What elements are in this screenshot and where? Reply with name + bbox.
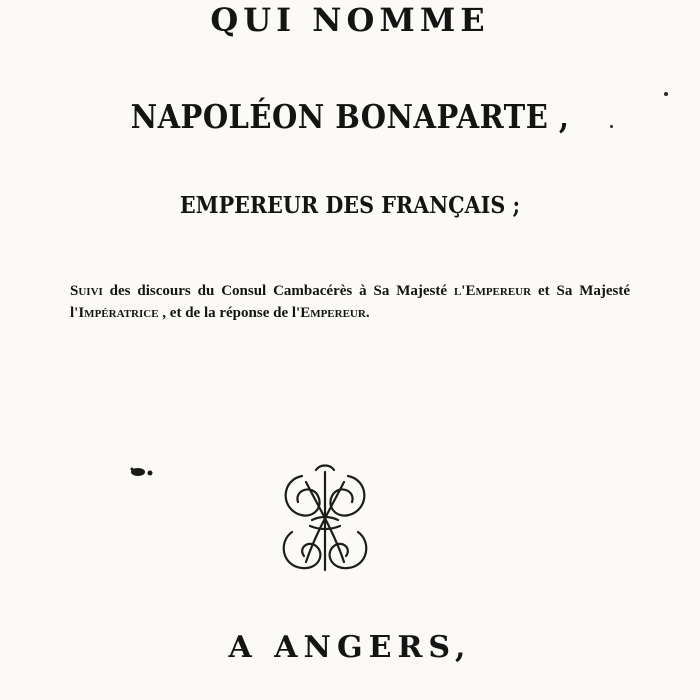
subtitle-part1: des discours du Consul Cambacérès à Sa Majesté [102,283,448,299]
subtitle-paragraph [70,280,630,324]
heading-qui-nomme: QUI NOMME [210,1,490,39]
paper-speck [610,125,613,128]
subtitle-empereur-1: l'Empereur [453,283,532,299]
heading-napoleon-bonaparte: NAPOLÉON BONAPARTE , [130,97,570,136]
ink-speck-icon [128,464,158,480]
subtitle-part4: . [365,305,370,321]
subtitle-empereur-2: Empereur [300,305,366,321]
monogram-ornament-icon [272,462,378,580]
subtitle-suivi: Suivi [70,283,103,299]
imprint-place: A ANGERS, [228,630,472,665]
subtitle-imperatrice: Impératrice [78,305,159,321]
subtitle-part3: , et de la réponse de l' [158,305,301,321]
heading-empereur-des-francais: EMPEREUR DES FRANÇAIS ; [179,192,521,219]
paper-speck [664,92,668,96]
subtitle-part2: et Sa Majesté l' [70,283,631,321]
